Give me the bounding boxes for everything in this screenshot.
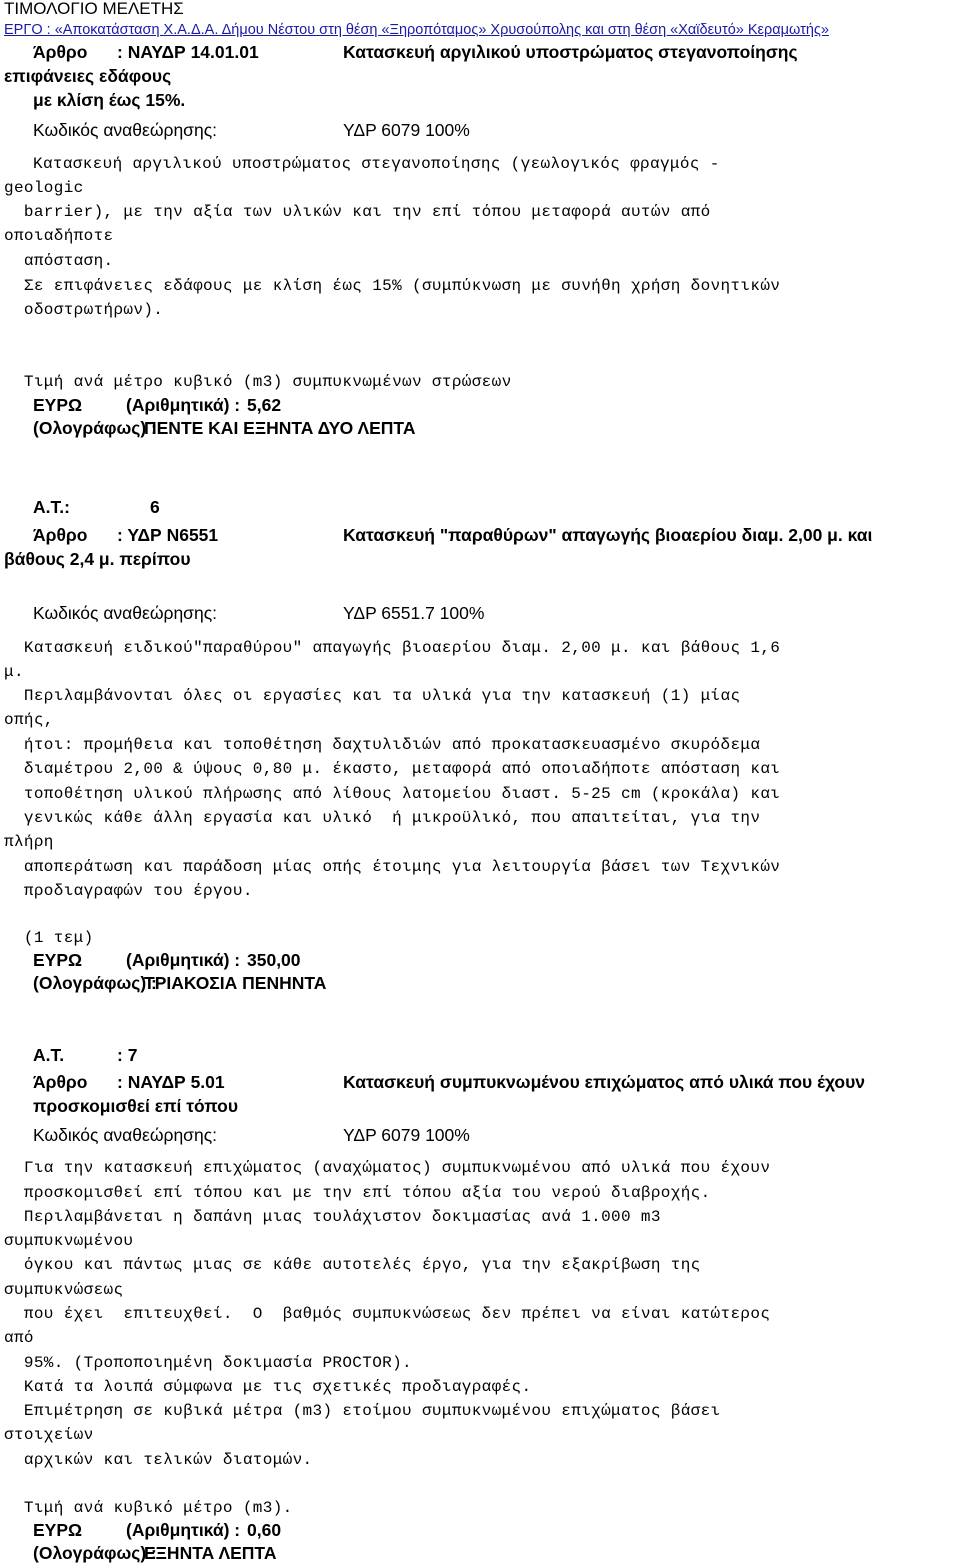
description-line: Περιλαμβάνονται όλες οι εργασίες και τα υλικά για την κατασκευή (1) μίας: [4, 687, 741, 705]
revision-label: Κωδικός αναθεώρησης:: [33, 120, 218, 140]
article-title-cont: επιφάνειες εδάφους: [4, 66, 172, 86]
description-line: απόσταση.: [4, 252, 114, 270]
description-line: αρχικών και τελικών διατομών.: [4, 1451, 313, 1469]
description-line: από: [4, 1329, 34, 1347]
revision-label: Κωδικός αναθεώρησης:: [33, 603, 218, 623]
numeric-label: (Αριθμητικά) :: [126, 950, 241, 970]
revision-label: Κωδικός αναθεώρησης:: [33, 1125, 218, 1145]
item-number-label: Α.Τ.:: [33, 497, 70, 517]
description-line: ήτοι: προμήθεια και τοποθέτηση δαχτυλιδιών από προκατασκευασμένο σκυρόδεμα: [4, 736, 761, 754]
description-line: αποπεράτωση και παράδοση μίας οπής έτοιμης για λειτουργία βάσει των Τεχνικών: [4, 858, 781, 876]
description-line: geologic: [4, 179, 84, 197]
description-line: διαμέτρου 2,00 & ύψους 0,80 μ. έκαστο, μεταφορά από οποιαδήποτε απόσταση και: [4, 760, 781, 778]
words-label: (Ολογράφως) :: [33, 1543, 157, 1563]
euro-label: ΕΥΡΩ: [33, 395, 83, 415]
description-line: barrier), με την αξία των υλικών και την επί τόπου μεταφορά αυτών από: [4, 203, 711, 221]
euro-label: ΕΥΡΩ: [33, 950, 83, 970]
description-line: οποιαδήποτε: [4, 227, 114, 245]
project-subtitle: ΕΡΓΟ : «Αποκατάσταση Χ.Α.Δ.Α. Δήμου Νέστου στη θέση «Ξηροπόταμος» Χρυσούπολης και στη θέση «Χαϊδευτό» Κεραμωτής»: [4, 22, 829, 38]
description-line: που έχει επιτευχθεί. Ο βαθμός συμπυκνώσεως δεν πρέπει να είναι κατώτερος: [4, 1305, 771, 1323]
description-line: όγκου και πάντως μιας σε κάθε αυτοτελές έργο, για την εξακρίβωση της: [4, 1256, 701, 1274]
description-line: συμπυκνωμένου: [4, 1232, 134, 1250]
article-title-cont: με κλίση έως 15%.: [33, 90, 186, 110]
article-code: : ΝΑΥΔΡ 14.01.01: [117, 42, 259, 62]
words-price: ΕΞΗΝΤΑ ΛΕΠΤΑ: [144, 1543, 277, 1563]
description-line: Σε επιφάνειες εδάφους με κλίση έως 15% (συμπύκνωση με συνήθη χρήση δονητικών: [4, 277, 781, 295]
description-line: οπής,: [4, 711, 54, 729]
article-label: Άρθρο: [33, 1072, 88, 1092]
description-line: Για την κατασκευή επιχώματος (αναχώματος) συμπυκνωμένου από υλικά που έχουν: [4, 1159, 771, 1177]
words-label: (Ολογράφως) :: [33, 418, 157, 438]
article-title-cont: προσκομισθεί επί τόπου: [33, 1096, 239, 1116]
description-line: Κατά τα λοιπά σύμφωνα με τις σχετικές προδιαγραφές.: [4, 1378, 532, 1396]
revision-value: ΥΔΡ 6079 100%: [343, 120, 470, 140]
description-line: οδοστρωτήρων).: [4, 301, 164, 319]
description-line: Κατασκευή ειδικού"παραθύρου" απαγωγής βιοαερίου διαμ. 2,00 μ. και βάθους 1,6: [4, 639, 781, 657]
item-number: : 7: [117, 1045, 138, 1065]
article-title-cont: βάθους 2,4 μ. περίπου: [4, 549, 191, 569]
item-number-label: Α.Τ.: [33, 1045, 65, 1065]
numeric-label: (Αριθμητικά) :: [126, 395, 241, 415]
unit-description: Τιμή ανά μέτρο κυβικό (m3) συμπυκνωμένων στρώσεων: [4, 373, 512, 391]
item-number: 6: [150, 497, 160, 517]
description-line: προδιαγραφών του έργου.: [4, 882, 253, 900]
article-label: Άρθρο: [33, 525, 88, 545]
description-line: συμπυκνώσεως: [4, 1281, 124, 1299]
numeric-price: 0,60: [247, 1520, 282, 1540]
document-title: ΤΙΜΟΛΟΓΙΟ ΜΕΛΕΤΗΣ: [4, 0, 184, 18]
article-label: Άρθρο: [33, 42, 88, 62]
unit-description: (1 τεμ): [4, 929, 94, 947]
revision-value: ΥΔΡ 6079 100%: [343, 1125, 470, 1145]
unit-description: Τιμή ανά κυβικό μέτρο (m3).: [4, 1499, 293, 1517]
description-line: στοιχείων: [4, 1426, 94, 1444]
numeric-price: 350,00: [247, 950, 301, 970]
description-line: Κατασκευή αργιλικού υποστρώματος στεγανοποίησης (γεωλογικός φραγμός -: [33, 155, 720, 173]
article-title: Κατασκευή συμπυκνωμένου επιχώματος από υλικά που έχουν: [343, 1072, 866, 1092]
description-line: Επιμέτρηση σε κυβικά μέτρα (m3) ετοίμου συμπυκνωμένου επιχώματος βάσει: [4, 1402, 721, 1420]
article-code: : ΝΑΥΔΡ 5.01: [117, 1072, 225, 1092]
description-line: γενικώς κάθε άλλη εργασία και υλικό ή μικροϋλικό, που απαιτείται, για την: [4, 809, 761, 827]
article-code: : ΥΔΡ Ν6551: [117, 525, 219, 545]
numeric-price: 5,62: [247, 395, 282, 415]
description-line: 95%. (Τροποποιημένη δοκιμασία PROCTOR).: [4, 1354, 413, 1372]
words-label: (Ολογράφως) :: [33, 973, 157, 993]
description-line: Περιλαμβάνεται η δαπάνη μιας τουλάχιστον δοκιμασίας ανά 1.000 m3: [4, 1208, 661, 1226]
article-title: Κατασκευή "παραθύρων" απαγωγής βιοαερίου διαμ. 2,00 μ. και: [343, 525, 873, 545]
euro-label: ΕΥΡΩ: [33, 1520, 83, 1540]
description-line: τοποθέτηση υλικού πλήρωσης από λίθους λατομείου διαστ. 5-25 cm (κροκάλα) και: [4, 785, 781, 803]
numeric-label: (Αριθμητικά) :: [126, 1520, 241, 1540]
description-line: μ.: [4, 663, 24, 681]
article-title: Κατασκευή αργιλικού υποστρώματος στεγανοποίησης: [343, 42, 798, 62]
words-price: ΠΕΝΤΕ ΚΑΙ ΕΞΗΝΤΑ ΔΥΟ ΛΕΠΤΑ: [144, 418, 416, 438]
description-line: προσκομισθεί επί τόπου και με την επί τόπου αξία του νερού διαβροχής.: [4, 1184, 711, 1202]
words-price: ΤΡΙΑΚΟΣΙΑ ΠΕΝΗΝΤΑ: [144, 973, 327, 993]
revision-value: ΥΔΡ 6551.7 100%: [343, 603, 485, 623]
description-line: πλήρη: [4, 833, 54, 851]
